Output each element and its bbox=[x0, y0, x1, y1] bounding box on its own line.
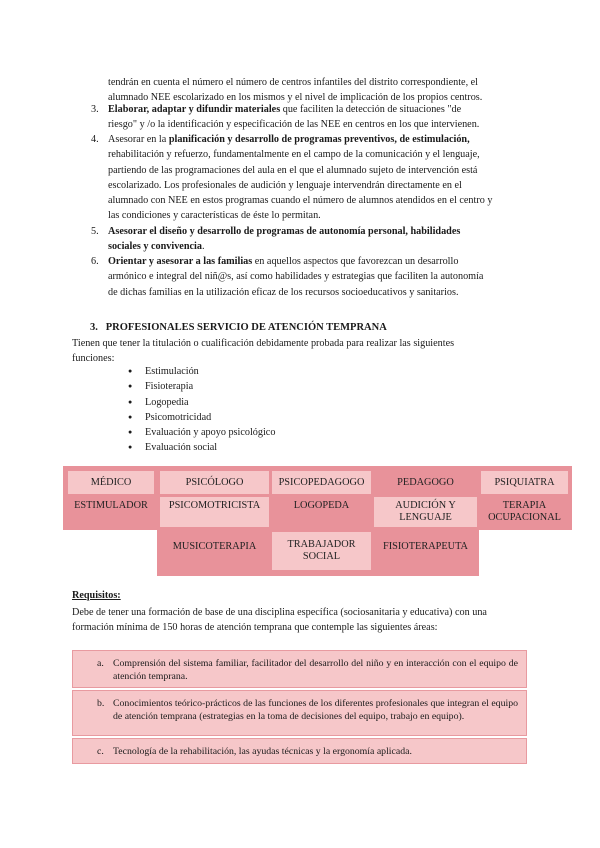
list-item: ● Psicomotricidad bbox=[128, 410, 275, 425]
profession-cell: TERAPIA OCUPACIONAL bbox=[481, 497, 568, 527]
profession-cell: PSICOMOTRICISTA bbox=[160, 497, 269, 527]
bold-phrase: sociales y convivencia bbox=[108, 241, 202, 253]
profession-cell: FISIOTERAPEUTA bbox=[374, 532, 477, 562]
section-heading: 3. PROFESIONALES SERVICIO DE ATENCIÓN TEMPRANA bbox=[90, 322, 387, 333]
profession-cell: MÉDICO bbox=[68, 471, 154, 494]
profession-cell: AUDICIÓN Y LENGUAJE bbox=[374, 497, 477, 527]
bold-phrase: Elaborar, adaptar y difundir materiales bbox=[108, 104, 281, 115]
text-line: partiendo de las programaciones del aula en el que el alumnado sujeto de intervención está bbox=[108, 164, 478, 176]
text-line: armónico e integral del niñ@s, así como habilidades y estrategias que faciliten la autonomía bbox=[108, 271, 484, 283]
text-span: en aquellos aspectos que favorezcan un desarrollo bbox=[252, 256, 459, 267]
profession-cell: PEDAGOGO bbox=[374, 471, 477, 494]
profession-cell: PSICOPEDAGOGO bbox=[272, 471, 371, 494]
text-line bbox=[108, 102, 528, 117]
requirements-title: Requisitos: bbox=[72, 590, 121, 601]
list-number: 6. bbox=[91, 256, 99, 267]
list-number: 3. bbox=[91, 104, 99, 115]
text-line: alumnado NEE escolarizado en los mismos y el nivel de implicación de los propios centros. bbox=[108, 92, 483, 104]
grid-blank bbox=[63, 530, 157, 576]
list-item-3 bbox=[108, 102, 528, 133]
text-line: las condiciones y características de éste lo permitan. bbox=[108, 210, 321, 222]
intro-paragraph bbox=[72, 336, 528, 367]
text-line: tendrán en cuenta el número el número de centros infantiles del distrito correspondiente, el bbox=[108, 77, 479, 88]
area-label: a. bbox=[97, 658, 104, 669]
profession-cell: LOGOPEDA bbox=[272, 497, 371, 527]
text-line bbox=[108, 224, 528, 239]
functions-list bbox=[128, 364, 275, 456]
area-item-a bbox=[72, 650, 527, 688]
area-text: Tecnología de la rehabilitación, las ayudas técnicas y la ergonomía aplicada. bbox=[113, 746, 412, 757]
text-line: riesgo" y /o la identificación y especificación de las NEE en centros en los que intervienen. bbox=[108, 119, 480, 131]
text-line: rehabilitación y refuerzo, fundamentalmente en el campo de la comunicación y el lenguaje, bbox=[108, 149, 480, 161]
list-number: 4. bbox=[91, 134, 99, 145]
list-item: ● Fisioterapia bbox=[128, 379, 275, 394]
text-line: formación mínima de 150 horas de atención temprana que contemple las siguientes áreas: bbox=[72, 622, 438, 634]
list-item-5 bbox=[108, 224, 528, 255]
text-line: Tienen que tener la titulación o cualificación debidamente probada para realizar las siguientes bbox=[72, 338, 455, 349]
text-span: . bbox=[201, 241, 205, 253]
text-line: funciones: bbox=[72, 353, 115, 365]
bold-phrase: planificación y desarrollo de programas preventivos, de estimulación, bbox=[168, 134, 470, 145]
text-line bbox=[108, 254, 528, 269]
list-item-4 bbox=[108, 132, 528, 224]
list-item: ● Evaluación y apoyo psicológico bbox=[128, 425, 275, 440]
profession-cell: MUSICOTERAPIA bbox=[160, 532, 269, 562]
text-line: de dichas familias en la utilización eficaz de los recursos socioeducativos y sanitarios. bbox=[108, 286, 459, 298]
area-item-b bbox=[72, 690, 527, 736]
professionals-grid bbox=[63, 466, 572, 576]
area-label: b. bbox=[97, 698, 105, 709]
text-span: Asesorar en la bbox=[108, 134, 169, 145]
text-line: Debe de tener una formación de base de una disciplina específica (sociosanitaria y educativa) con una bbox=[72, 607, 487, 618]
bold-phrase: Asesorar el diseño y desarrollo de programas de autonomía personal, habilidades bbox=[108, 226, 461, 237]
area-text: Comprensión del sistema familiar, facilitador del desarrollo del niño y en interacción con el equipo de atención temprana. bbox=[113, 658, 518, 682]
grid-blank bbox=[479, 530, 572, 576]
list-item-6 bbox=[108, 254, 528, 300]
text-line bbox=[108, 239, 528, 254]
profession-cell: PSIQUIATRA bbox=[481, 471, 568, 494]
text-line: escolarizado. Los profesionales de audición y lenguaje intervendrán directamente en el bbox=[108, 179, 462, 191]
list-item: ● Estimulación bbox=[128, 364, 275, 379]
text-line: alumnado con NEE en estos programas cuando el número de alumnos atendidos en el centro y bbox=[108, 195, 493, 207]
continuation-text bbox=[108, 75, 528, 106]
area-item-c bbox=[72, 738, 527, 764]
profession-cell: TRABAJADOR SOCIAL bbox=[272, 532, 371, 570]
list-number: 5. bbox=[91, 226, 99, 237]
profession-cell: PSICÓLOGO bbox=[160, 471, 269, 494]
area-text: Conocimientos teórico-prácticos de las funciones de los diferentes profesionales que integran el equipo de atención temprana (estrategias en la toma de decisiones del equipo, trabajo en equipo). bbox=[113, 698, 518, 722]
area-label: c. bbox=[97, 746, 104, 757]
list-item: ● Evaluación social bbox=[128, 440, 275, 455]
profession-cell: ESTIMULADOR bbox=[68, 497, 154, 527]
text-span: que faciliten la detección de situaciones "de bbox=[280, 104, 462, 115]
list-item: ● Logopedia bbox=[128, 395, 275, 410]
text-line bbox=[108, 132, 528, 147]
requirements-paragraph bbox=[72, 605, 528, 636]
bold-phrase: Orientar y asesorar a las familias bbox=[108, 256, 253, 267]
